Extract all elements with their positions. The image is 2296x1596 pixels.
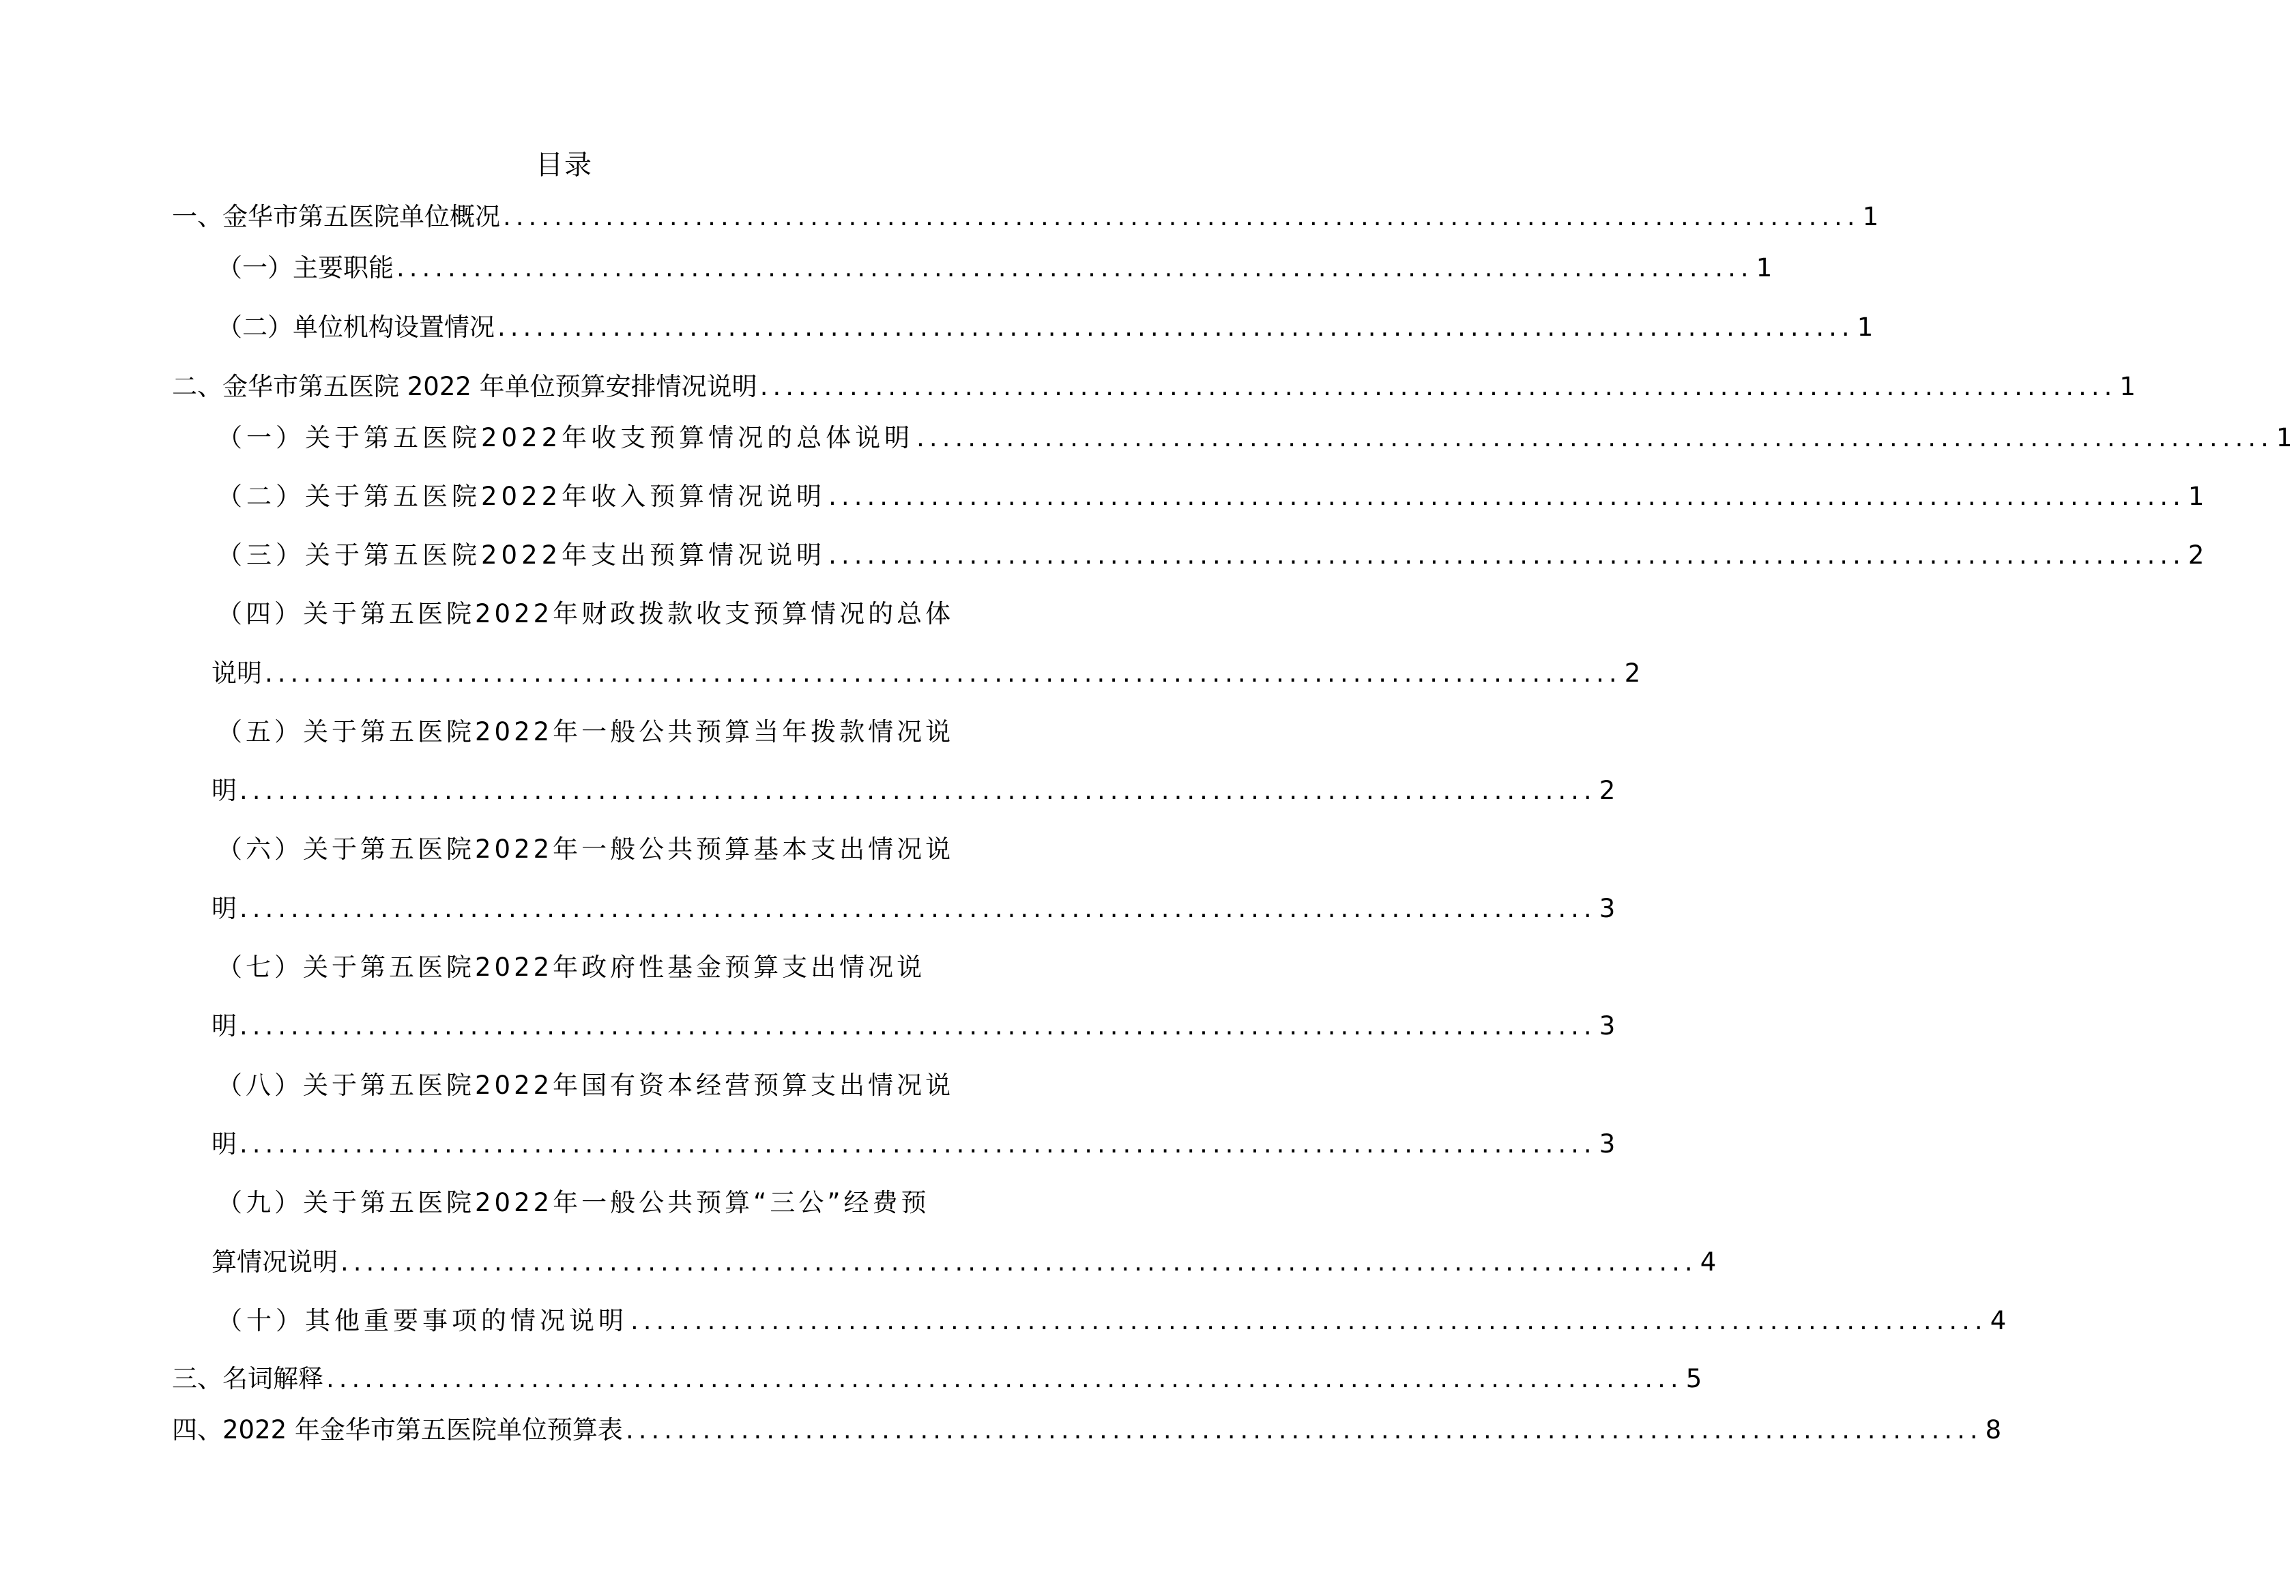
toc-entry-label: （一）关于第五医院2022年收支预算情况的总体说明: [217, 423, 914, 452]
toc-entry-1-1[interactable]: [217, 249, 1773, 287]
dot-leader: ..........................................................................................................: [239, 1011, 1597, 1041]
toc-page-number: 1: [2276, 423, 2296, 452]
dot-leader: ..........................................................................................................: [239, 894, 1597, 923]
toc-entry-2-8-line2[interactable]: [212, 1125, 1616, 1163]
toc-entry-2-7-line2[interactable]: [212, 1007, 1616, 1045]
toc-entry-2-10[interactable]: [217, 1302, 2011, 1340]
dot-leader: ..........................................................................................................: [340, 1247, 1698, 1277]
toc-page-number: 3: [1599, 894, 1616, 923]
toc-page-number: 1: [1756, 253, 1773, 282]
toc-entry-2-9-line2[interactable]: [212, 1243, 1717, 1281]
toc-entry-label: 算情况说明: [212, 1247, 338, 1277]
toc-page-number: 1: [1857, 313, 1874, 342]
dot-leader: ..........................................................................................................: [630, 1306, 1988, 1335]
dot-leader: ..........................................................................................................: [625, 1415, 1983, 1445]
toc-entry-section-2[interactable]: [172, 368, 2136, 406]
toc-entry-2-8-line1[interactable]: （八）关于第五医院2022年国有资本经营预算支出情况说: [217, 1071, 955, 1100]
toc-entry-label: （三）关于第五医院2022年支出预算情况说明: [217, 540, 826, 570]
toc-entry-2-1[interactable]: [217, 419, 2296, 457]
toc-entry-label: 一、金华市第五医院单位概况: [172, 202, 500, 231]
toc-entry-label: 二、金华市第五医院 2022 年单位预算安排情况说明: [172, 372, 757, 401]
toc-entry-label: 三、名词解释: [172, 1364, 323, 1393]
toc-entry-label: （二）单位机构设置情况: [217, 313, 495, 342]
toc-entry-label: （二）关于第五医院2022年收入预算情况说明: [217, 482, 826, 511]
dot-leader: ..........................................................................................................: [916, 423, 2273, 452]
toc-entry-2-4-line2[interactable]: [212, 654, 1641, 693]
toc-entry-label: 明: [212, 894, 237, 923]
toc-page-number: 1: [2188, 482, 2209, 511]
toc-page-number: 2: [2188, 540, 2209, 570]
toc-page-number: 2: [1624, 658, 1641, 688]
toc-entry-2-9-line1[interactable]: （九）关于第五医院2022年一般公共预算“三公”经费预: [217, 1188, 930, 1217]
toc-page-number: 2: [1599, 776, 1616, 805]
toc-page-number: 3: [1599, 1129, 1616, 1159]
toc-page-number: 4: [1700, 1247, 1717, 1277]
toc-entry-2-7-line1[interactable]: （七）关于第五医院2022年政府性基金预算支出情况说: [217, 953, 926, 982]
dot-leader: ..........................................................................................................: [265, 658, 1622, 688]
toc-entry-label: 明: [212, 1011, 237, 1041]
dot-leader: ..........................................................................................................: [503, 202, 1860, 231]
toc-page-number: 1: [1862, 202, 1879, 231]
toc-entry-label: 说明: [212, 658, 262, 688]
toc-entry-label: 四、2022 年金华市第五医院单位预算表: [172, 1415, 623, 1445]
dot-leader: ..........................................................................................................: [239, 776, 1597, 805]
toc-entry-2-2[interactable]: [217, 478, 2209, 516]
toc-entry-1-2[interactable]: [217, 308, 1874, 347]
dot-leader: ..........................................................................................................: [828, 482, 2185, 511]
toc-page-number: 4: [1990, 1306, 2011, 1335]
toc-entry-section-3[interactable]: [172, 1360, 1702, 1398]
toc-entry-label: 明: [212, 1129, 237, 1159]
toc-entry-2-5-line1[interactable]: （五）关于第五医院2022年一般公共预算当年拨款情况说: [217, 717, 955, 746]
toc-entry-2-3[interactable]: [217, 536, 2209, 575]
dot-leader: ..........................................................................................................: [239, 1129, 1597, 1159]
dot-leader: ..........................................................................................................: [759, 372, 2117, 401]
toc-page-number: 5: [1685, 1364, 1702, 1393]
toc-entry-label: （十）其他重要事项的情况说明: [217, 1306, 628, 1335]
toc-page-number: 8: [1985, 1415, 2002, 1445]
toc-page-number: 1: [2119, 372, 2136, 401]
dot-leader: ..........................................................................................................: [326, 1364, 1683, 1393]
toc-page-number: 3: [1599, 1011, 1616, 1041]
toc-entry-label: 明: [212, 776, 237, 805]
toc-entry-section-1[interactable]: [172, 198, 1879, 236]
dot-leader: ..........................................................................................................: [828, 540, 2185, 570]
toc-entry-label: （一）主要职能: [217, 253, 394, 282]
toc-entry-2-4-line1[interactable]: （四）关于第五医院2022年财政拨款收支预算情况的总体: [217, 599, 955, 628]
toc-entry-2-6-line2[interactable]: [212, 890, 1616, 928]
dot-leader: ..........................................................................................................: [396, 253, 1754, 282]
toc-title: 目录: [536, 149, 593, 181]
toc-entry-section-4[interactable]: [172, 1411, 2002, 1449]
toc-entry-2-5-line2[interactable]: [212, 772, 1616, 810]
toc-entry-2-6-line1[interactable]: （六）关于第五医院2022年一般公共预算基本支出情况说: [217, 835, 955, 864]
dot-leader: ..........................................................................................................: [497, 313, 1855, 342]
